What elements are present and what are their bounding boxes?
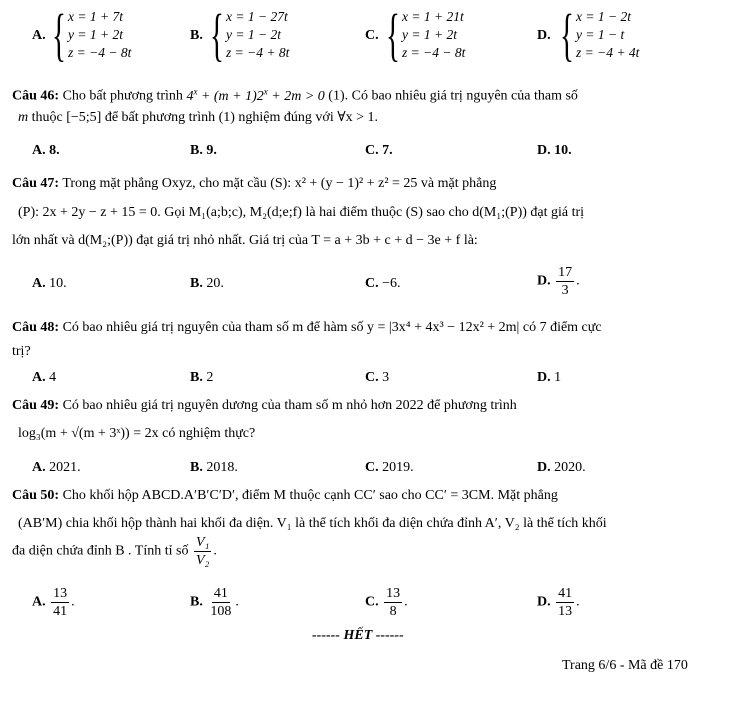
fraction: $\frac{41}{13}$	[558, 586, 573, 619]
q50-option-b[interactable]: B. $\frac{41}{108}$ .	[190, 586, 239, 619]
question-number: Câu 46:	[12, 88, 60, 104]
question-47-line1	[12, 176, 496, 193]
option-value: 2021.	[49, 460, 81, 475]
option-c-system	[386, 2, 466, 67]
q47-option-d[interactable]: D. $\frac{17}{3}$ .	[537, 265, 580, 298]
question-number: Câu 47:	[12, 176, 60, 191]
fraction: $\frac{13}{8}$	[386, 586, 401, 619]
option-value: −6.	[382, 276, 401, 291]
q49-option-b[interactable]: B. 2018.	[190, 460, 238, 475]
eq-line: x = 1 − 27t	[226, 8, 288, 24]
question-48-line1	[12, 320, 602, 337]
option-a-label: A.	[32, 28, 46, 43]
eq-line: z = −4 − 8t	[402, 45, 466, 61]
question-text: Trong mặt phẳng Oxyz, cho mặt cầu (S): x² + (y − 1)² + z² = 25 và mặt phẳng	[62, 176, 497, 191]
option-value: 1	[554, 370, 562, 385]
q48-option-c[interactable]: C. 3	[365, 370, 390, 385]
option-value: 2020.	[554, 460, 586, 475]
option-value: 2	[206, 370, 214, 385]
question-text: (1). Có bao nhiêu giá trị nguyên của tham số	[328, 88, 578, 104]
eq-line: z = −4 + 8t	[226, 45, 290, 61]
page-footer: Trang 6/6 - Mã đề 170	[562, 658, 688, 673]
interval: [−5;5]	[66, 110, 102, 125]
question-number: Câu 48:	[12, 320, 60, 335]
question-text: Có bao nhiêu giá trị nguyên của tham số m để hàm số y = |3x⁴ + 4x³ − 12x² + 2m| có 7 điểm cực	[62, 320, 602, 335]
brace-icon: {	[386, 2, 400, 67]
q46-option-b[interactable]: B. 9.	[190, 143, 217, 158]
question-text: để bất phương trình (1) nghiệm đúng với ∀x > 1.	[104, 110, 379, 125]
question-50-line2: (AB′M) chia khối hộp thành hai khối đa diện. V₁ là thể tích khối đa diện chứa đỉnh A′, V₂ là thể tích khối	[18, 516, 607, 531]
q46-option-c[interactable]: C. 7.	[365, 143, 393, 158]
question-text: Có bao nhiêu giá trị nguyên dương của tham số m nhỏ hơn 2022 để phương trình	[62, 398, 517, 413]
question-50-line3: đa diện chứa đỉnh B . Tính tỉ số $\frac{\text{V₁}}{\text{V₂}}$ .	[12, 535, 217, 568]
question-50-line1	[12, 488, 558, 505]
question-47-line3: lớn nhất và d(M₂;(P)) đạt giá trị nhỏ nhất. Giá trị của T = a + 3b + c + d − 3e + f là:	[12, 233, 478, 248]
q48-option-a[interactable]: A. 4	[32, 370, 57, 385]
fraction: $\frac{41}{108}$	[210, 586, 232, 619]
q48-option-b[interactable]: B. 2	[190, 370, 214, 385]
question-46-line2	[18, 110, 378, 127]
eq-line: x = 1 + 7t	[68, 8, 123, 24]
option-value: 4	[49, 370, 57, 385]
q50-option-a[interactable]: A. $\frac{13}{41}$ .	[32, 586, 75, 619]
question-46-line1	[12, 86, 578, 105]
brace-icon: {	[560, 2, 574, 67]
option-value: 2018.	[206, 460, 238, 475]
question-49-line2: log₃(m + √(m + 3ˣ)) = 2x có nghiệm thực?	[18, 426, 256, 441]
q46-option-d[interactable]: D. 10.	[537, 143, 572, 158]
eq-line: x = 1 + 21t	[402, 8, 464, 24]
param-m: m	[18, 110, 29, 125]
question-number: Câu 50:	[12, 488, 60, 503]
q47-option-c[interactable]: C. −6.	[365, 276, 401, 291]
question-text: thuộc	[31, 110, 63, 125]
option-d-label: D.	[537, 28, 551, 43]
question-text: Cho khối hộp ABCD.A′B′C′D′, điểm M thuộc cạnh CC′ sao cho CC′ = 3CM. Mặt phẳng	[62, 488, 558, 503]
q49-option-d[interactable]: D. 2020.	[537, 460, 586, 475]
q50-option-d[interactable]: D. $\frac{41}{13}$ .	[537, 586, 580, 619]
eq-line: z = −4 − 8t	[68, 45, 132, 61]
q49-option-a[interactable]: A. 2021.	[32, 460, 81, 475]
option-value: 10.	[49, 276, 67, 291]
eq-line: y = 1 + 2t	[402, 26, 457, 42]
question-number: Câu 49:	[12, 398, 60, 413]
q49-option-c[interactable]: C. 2019.	[365, 460, 414, 475]
option-b-label: B.	[190, 28, 203, 43]
q46-option-a[interactable]: A. 8.	[32, 143, 60, 158]
brace-icon: {	[210, 2, 224, 67]
eq-line: y = 1 − t	[576, 26, 625, 42]
end-marker: ------ HẾT ------	[312, 628, 404, 643]
eq-line: y = 1 + 2t	[68, 26, 123, 42]
question-47-line2: (P): 2x + 2y − z + 15 = 0. Gọi M₁(a;b;c), M₂(d;e;f) là hai điểm thuộc (S) sao cho d(M₁;(P)) đạt giá trị	[18, 205, 585, 220]
fraction: $\frac{13}{41}$	[53, 586, 68, 619]
eq-line: x = 1 − 2t	[576, 8, 631, 24]
eq-line: y = 1 − 2t	[226, 26, 281, 42]
option-value: 20.	[206, 276, 224, 291]
question-49-line1	[12, 398, 517, 415]
fraction: $\frac{17}{3}$	[558, 265, 573, 298]
question-text: Cho bất phương trình	[62, 88, 183, 104]
eq-line: z = −4 + 4t	[576, 45, 640, 61]
brace-icon: {	[52, 2, 66, 67]
option-a-system	[52, 2, 132, 67]
q50-option-c[interactable]: C. $\frac{13}{8}$ .	[365, 586, 408, 619]
question-text: đa diện chứa đỉnh B . Tính tỉ số	[12, 543, 189, 559]
inequality-formula: $4^x + (m + 1)2^x + 2m > 0$	[186, 86, 325, 104]
option-b-system	[210, 2, 290, 67]
q47-option-a[interactable]: A. 10.	[32, 276, 67, 291]
option-value: 3	[382, 370, 390, 385]
option-c-label: C.	[365, 28, 379, 43]
q47-option-b[interactable]: B. 20.	[190, 276, 224, 291]
option-value: 2019.	[382, 460, 414, 475]
question-48-line2: trị?	[12, 344, 31, 359]
q48-option-d[interactable]: D. 1	[537, 370, 562, 385]
option-d-system	[560, 2, 640, 67]
ratio-fraction: $\frac{\text{V₁}}{\text{V₂}}$	[195, 535, 210, 568]
